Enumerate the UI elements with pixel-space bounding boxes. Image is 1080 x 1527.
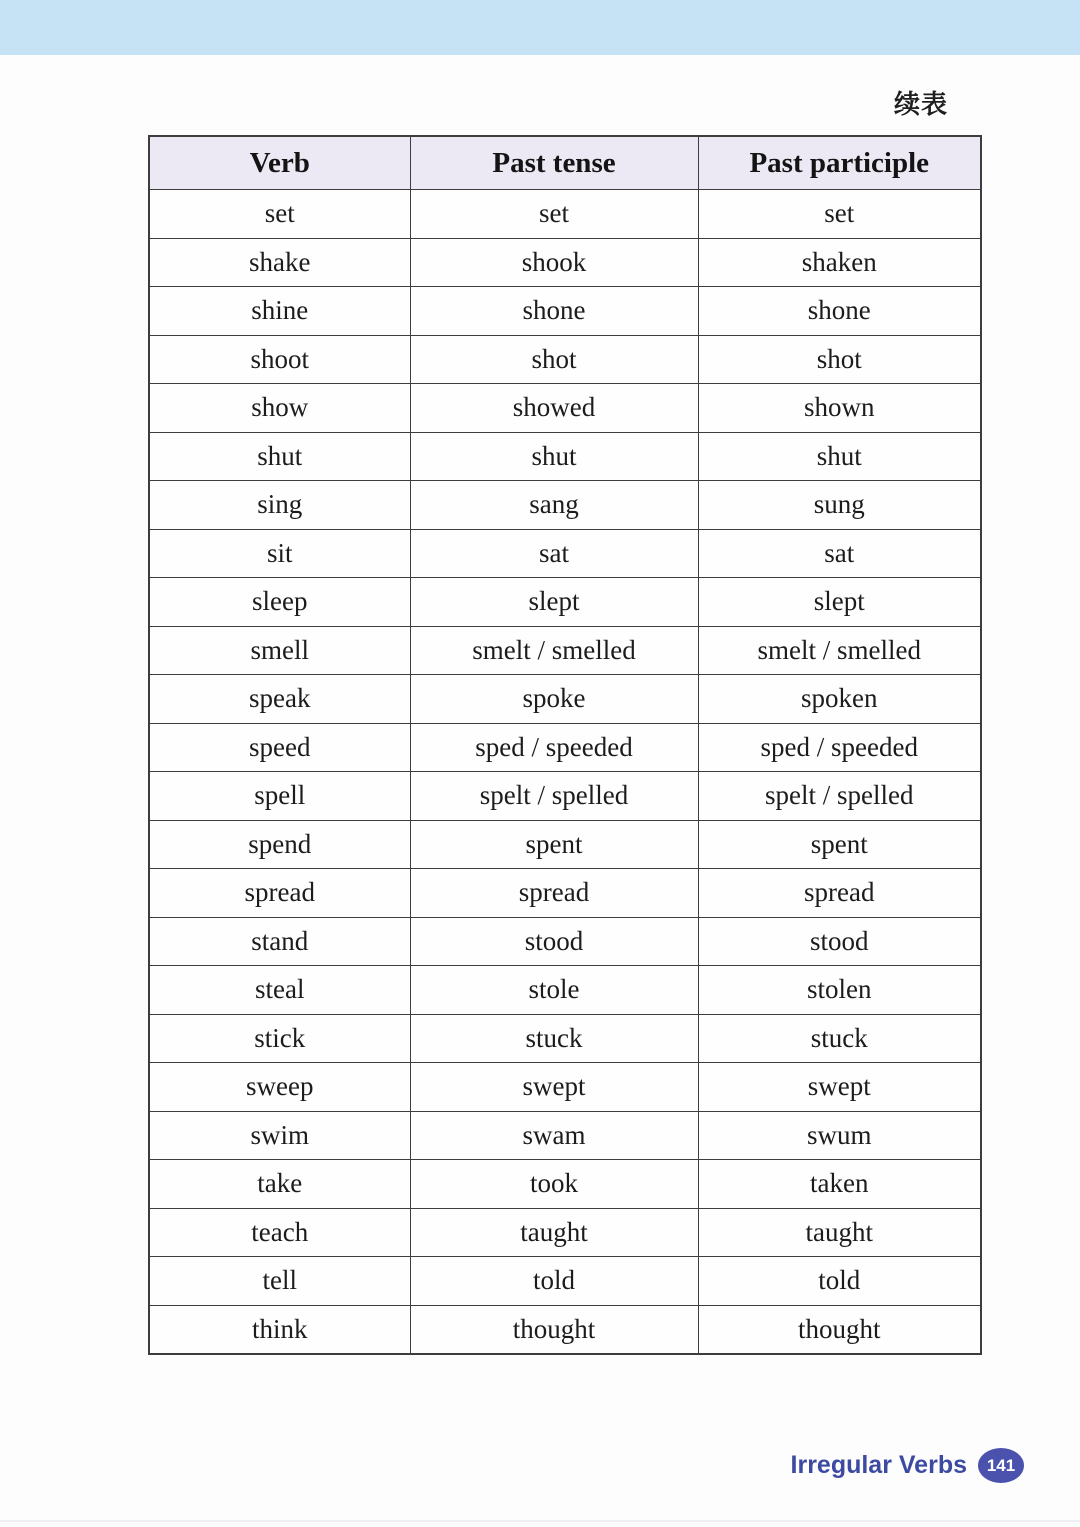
- verb-cell: sing: [149, 481, 410, 530]
- table-row: [149, 626, 981, 675]
- table-row: [149, 238, 981, 287]
- past-tense-cell: sped / speeded: [410, 723, 698, 772]
- table-row: [149, 675, 981, 724]
- table-row: [149, 481, 981, 530]
- past-participle-cell: swept: [698, 1063, 981, 1112]
- past-tense-cell: showed: [410, 384, 698, 433]
- table-row: [149, 1208, 981, 1257]
- past-tense-cell: spent: [410, 820, 698, 869]
- table-row: [149, 1160, 981, 1209]
- past-tense-cell: stuck: [410, 1014, 698, 1063]
- past-participle-cell: sped / speeded: [698, 723, 981, 772]
- past-participle-cell: slept: [698, 578, 981, 627]
- verb-cell: sleep: [149, 578, 410, 627]
- past-tense-cell: set: [410, 190, 698, 239]
- past-tense-cell: swept: [410, 1063, 698, 1112]
- past-tense-cell: sat: [410, 529, 698, 578]
- table-row: [149, 529, 981, 578]
- past-participle-cell: told: [698, 1257, 981, 1306]
- past-participle-cell: spent: [698, 820, 981, 869]
- irregular-verbs-table: [148, 135, 982, 1355]
- table-row: [149, 1111, 981, 1160]
- table-row: [149, 287, 981, 336]
- verb-cell: shoot: [149, 335, 410, 384]
- past-tense-cell: shot: [410, 335, 698, 384]
- verb-cell: take: [149, 1160, 410, 1209]
- table-row: [149, 1063, 981, 1112]
- past-tense-cell: smelt / smelled: [410, 626, 698, 675]
- past-participle-cell: thought: [698, 1305, 981, 1354]
- past-participle-cell: shone: [698, 287, 981, 336]
- verb-cell: set: [149, 190, 410, 239]
- past-tense-cell: took: [410, 1160, 698, 1209]
- past-participle-cell: stuck: [698, 1014, 981, 1063]
- past-participle-cell: swum: [698, 1111, 981, 1160]
- table-row: [149, 1014, 981, 1063]
- scan-bottom-edge: [0, 1520, 1080, 1522]
- verb-cell: steal: [149, 966, 410, 1015]
- table-header-row: [149, 136, 981, 190]
- continued-table-label: 续表: [893, 90, 948, 120]
- verb-cell: speed: [149, 723, 410, 772]
- page-number-badge: 141: [978, 1448, 1024, 1483]
- table-row: [149, 1305, 981, 1354]
- page-footer: [791, 1448, 1024, 1483]
- past-participle-cell: smelt / smelled: [698, 626, 981, 675]
- past-participle-cell: sat: [698, 529, 981, 578]
- verb-cell: show: [149, 384, 410, 433]
- past-tense-cell: shut: [410, 432, 698, 481]
- table-row: [149, 1257, 981, 1306]
- past-participle-cell: taught: [698, 1208, 981, 1257]
- verb-cell: tell: [149, 1257, 410, 1306]
- past-participle-cell: sung: [698, 481, 981, 530]
- table-row: [149, 869, 981, 918]
- past-tense-cell: stole: [410, 966, 698, 1015]
- verb-cell: shine: [149, 287, 410, 336]
- past-tense-cell: swam: [410, 1111, 698, 1160]
- past-participle-cell: shaken: [698, 238, 981, 287]
- past-tense-cell: sang: [410, 481, 698, 530]
- past-participle-cell: spread: [698, 869, 981, 918]
- past-tense-cell: spelt / spelled: [410, 772, 698, 821]
- past-tense-cell: shone: [410, 287, 698, 336]
- verb-cell: teach: [149, 1208, 410, 1257]
- page-top-color-band: [0, 0, 1080, 55]
- past-tense-cell: shook: [410, 238, 698, 287]
- past-participle-cell: shot: [698, 335, 981, 384]
- past-participle-cell: set: [698, 190, 981, 239]
- verb-cell: spread: [149, 869, 410, 918]
- verb-cell: sweep: [149, 1063, 410, 1112]
- past-participle-cell: shut: [698, 432, 981, 481]
- past-tense-cell: spread: [410, 869, 698, 918]
- table-row: [149, 917, 981, 966]
- table-header: [149, 136, 981, 190]
- past-tense-cell: slept: [410, 578, 698, 627]
- past-participle-cell: spoken: [698, 675, 981, 724]
- past-participle-cell: spelt / spelled: [698, 772, 981, 821]
- table-row: [149, 384, 981, 433]
- footer-section-label: Irregular Verbs: [790, 1451, 967, 1479]
- verb-cell: spend: [149, 820, 410, 869]
- header-past-participle: Past participle: [698, 136, 981, 190]
- header-verb: Verb: [149, 136, 410, 190]
- verb-cell: shake: [149, 238, 410, 287]
- past-tense-cell: taught: [410, 1208, 698, 1257]
- past-tense-cell: spoke: [410, 675, 698, 724]
- past-participle-cell: shown: [698, 384, 981, 433]
- table-row: [149, 432, 981, 481]
- table-row: [149, 820, 981, 869]
- verb-cell: smell: [149, 626, 410, 675]
- verb-cell: spell: [149, 772, 410, 821]
- verb-cell: think: [149, 1305, 410, 1354]
- verb-cell: swim: [149, 1111, 410, 1160]
- table-row: [149, 966, 981, 1015]
- table-row: [149, 723, 981, 772]
- verb-cell: speak: [149, 675, 410, 724]
- verb-cell: stick: [149, 1014, 410, 1063]
- table-row: [149, 578, 981, 627]
- verb-cell: stand: [149, 917, 410, 966]
- table-row: [149, 772, 981, 821]
- table-body: [149, 190, 981, 1355]
- past-tense-cell: stood: [410, 917, 698, 966]
- header-past-tense: Past tense: [410, 136, 698, 190]
- past-participle-cell: stood: [698, 917, 981, 966]
- past-participle-cell: taken: [698, 1160, 981, 1209]
- past-tense-cell: thought: [410, 1305, 698, 1354]
- verb-cell: shut: [149, 432, 410, 481]
- table-row: [149, 190, 981, 239]
- past-tense-cell: told: [410, 1257, 698, 1306]
- table-row: [149, 335, 981, 384]
- verb-cell: sit: [149, 529, 410, 578]
- past-participle-cell: stolen: [698, 966, 981, 1015]
